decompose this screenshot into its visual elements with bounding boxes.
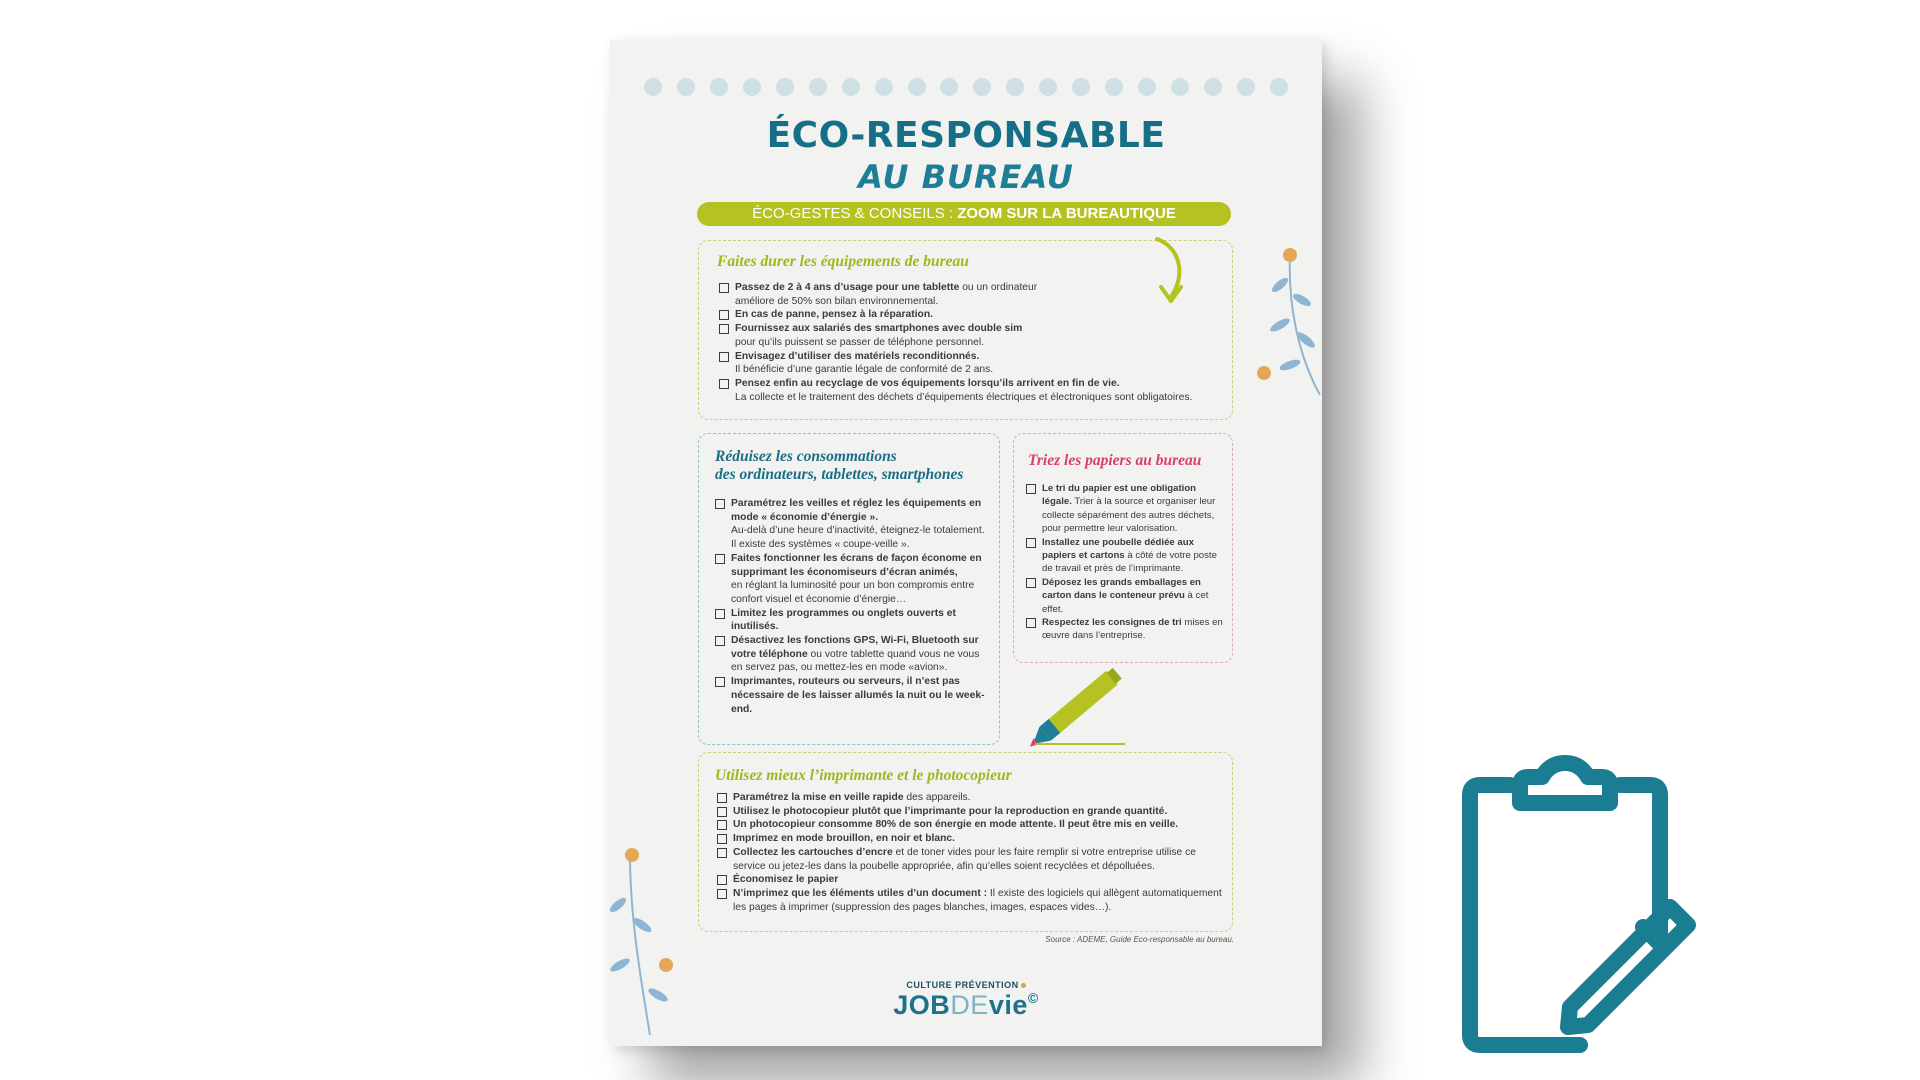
checklist-item (717, 873, 1222, 887)
checkbox-icon (719, 379, 729, 389)
checkbox-icon (1026, 538, 1036, 548)
item-text: des appareils. (903, 792, 971, 803)
item-text: et de toner vides pour les faire remplir si votre entreprise utilise ce service ou jetez-les dans la poubelle appropriée, afin qu’elles soient recyclées et dépolluées. (733, 846, 1196, 872)
section-title: Triez les papiers au bureau (1028, 452, 1202, 469)
banner-prefix: ÉCO-GESTES & CONSEILS : (752, 205, 958, 222)
checkbox-icon (715, 636, 725, 646)
logo-de: DE (950, 990, 989, 1020)
page-subtitle: AU BUREAU (858, 158, 1074, 196)
item-bold-text: Collectez les cartouches d’encre (733, 846, 893, 858)
item-bold-text: Paramétrez les veilles et réglez les équipements en mode « économie d’énergie ». (731, 498, 982, 523)
checklist-item (1026, 616, 1226, 643)
checkbox-icon (717, 875, 727, 885)
logo-copyright: © (1027, 990, 1039, 1006)
item-bold-text: Déposez les grands emballages en carton dans le conteneur prévu (1042, 576, 1201, 602)
section-title: Utilisez mieux l’imprimante et le photocopieur (715, 767, 1012, 784)
checklist-item (719, 281, 1219, 308)
item-bold-text: Fournissez aux salariés des smartphones avec double sim (735, 323, 1023, 335)
logo-tagline-text: CULTURE PRÉVENTION (906, 980, 1019, 990)
clipboard-edit-icon (1450, 755, 1720, 1055)
checklist-item (719, 322, 1219, 349)
checklist-item (717, 805, 1222, 819)
branch-decoration-icon (610, 845, 690, 1045)
item-bold-text: Désactivez les fonctions GPS, Wi-Fi, Bluetooth sur votre téléphone (731, 635, 979, 660)
brand-logo (610, 990, 1322, 1021)
checklist-item (1026, 482, 1226, 536)
checklist-item (715, 634, 985, 675)
item-bold-text: Envisagez d’utiliser des matériels reconditionnés. (735, 350, 980, 362)
section-imprimante (698, 752, 1233, 932)
item-text: ou un ordinateur (959, 282, 1038, 293)
checkbox-icon (717, 834, 727, 844)
item-text: à côté de votre poste de travail et près de l’imprimante. (1042, 550, 1217, 575)
checklist-item (1026, 536, 1226, 576)
checklist-item (717, 818, 1222, 832)
section-papiers (1013, 433, 1233, 663)
checklist-item (719, 377, 1219, 404)
logo-tagline (610, 980, 1322, 990)
document-page (610, 40, 1322, 1046)
item-bold-text: Imprimez en mode brouillon, en noir et blanc. (733, 833, 955, 845)
item-subtext: Au-delà d’une heure d’inactivité, éteignez-le totalement. Il existe des systèmes « coupe-veille ». (731, 525, 985, 551)
checkbox-icon (717, 793, 727, 803)
item-subtext: en réglant la luminosité pour un bon compromis entre confort visuel et économie d’énergie… (731, 580, 975, 605)
checkbox-icon (719, 352, 729, 362)
checkbox-icon (719, 324, 729, 334)
topic-banner (697, 202, 1231, 226)
page-title: ÉCO-RESPONSABLE (766, 115, 1166, 156)
checkbox-icon (715, 554, 725, 564)
logo-job: JOB (893, 990, 951, 1020)
checklist-item (717, 832, 1222, 846)
item-subtext: La collecte et le traitement des déchets d’équipements électriques et électroniques sont obligatoires. (735, 391, 1193, 403)
checklist (717, 791, 1222, 914)
checkbox-icon (1026, 578, 1036, 588)
checklist (1026, 482, 1226, 643)
checkbox-icon (715, 499, 725, 509)
pen-icon (1015, 660, 1155, 750)
item-bold-text: Utilisez le photocopieur plutôt que l’imprimante pour la reproduction en grande quantité. (733, 805, 1168, 817)
item-subtext: Il bénéficie d’une garantie légale de conformité de 2 ans. (735, 364, 994, 376)
section-title-line1: Réduisez les consommations (715, 448, 897, 465)
section-title: Faites durer les équipements de bureau (717, 253, 969, 270)
checklist-item (717, 791, 1222, 805)
section-title-line2: des ordinateurs, tablettes, smartphones (715, 466, 964, 483)
checklist-item (717, 846, 1222, 873)
checklist-item (719, 308, 1219, 322)
item-text: ou votre tablette quand vous ne vous en servez pas, ou mettez-les en mode «avion». (731, 648, 980, 674)
item-subtext: pour qu’ils puissent se passer de téléphone personnel. (735, 336, 985, 348)
item-bold-text: Installez une poubelle dédiée aux papiers et cartons (1042, 536, 1194, 562)
logo-vie: vie (988, 990, 1028, 1020)
checkbox-icon (719, 283, 729, 293)
checklist-item (1026, 576, 1226, 616)
item-bold-text: Pensez enfin au recyclage de vos équipements lorsqu’ils arrivent en fin de vie. (735, 377, 1120, 389)
checklist-item (715, 675, 985, 716)
checkbox-icon (717, 807, 727, 817)
item-bold-text: Un photocopieur consomme 80% de son énergie en mode attente. Il peut être mis en veille. (733, 819, 1179, 831)
branch-decoration-icon (1250, 245, 1330, 405)
checklist (715, 497, 985, 716)
source-note: Source : ADEME, Guide Eco-responsable au bureau. (1045, 935, 1234, 944)
checkbox-icon (717, 848, 727, 858)
section-equipements (698, 240, 1233, 420)
item-bold-text: Paramétrez la mise en veille rapide (733, 792, 904, 803)
binding-holes (644, 78, 1288, 96)
item-subtext: améliore de 50% son bilan environnemental. (735, 295, 939, 307)
checklist-item (717, 887, 1222, 914)
checklist (719, 281, 1219, 404)
checkbox-icon (717, 889, 727, 899)
item-bold-text: Économisez le papier (733, 874, 839, 886)
checkbox-icon (719, 310, 729, 320)
checkbox-icon (1026, 618, 1036, 628)
item-bold-text: En cas de panne, pensez à la réparation. (735, 309, 933, 321)
checklist-item (715, 552, 985, 607)
checkbox-icon (1026, 484, 1036, 494)
item-text: Trier à la source et organiser leur collecte séparément des autres déchets, pour permettre leur valorisation. (1042, 496, 1216, 535)
item-text: à cet effet. (1042, 590, 1209, 615)
checkbox-icon (715, 677, 725, 687)
checklist-item (715, 497, 985, 552)
item-text: Il existe des logiciels qui allègent automatiquement les pages à imprimer (suppression des pages blanches, images, espaces vides…). (733, 887, 1222, 913)
item-bold-text: Limitez les programmes ou onglets ouverts et inutilisés. (731, 607, 956, 633)
section-title (715, 448, 963, 484)
item-bold-text: Faites fonctionner les écrans de façon économe en supprimant les économiseurs d’écran animés, (731, 552, 982, 578)
checkbox-icon (717, 820, 727, 830)
checkbox-icon (715, 609, 725, 619)
checklist-item (719, 350, 1219, 377)
item-bold-text: N’imprimez que les éléments utiles d’un document : (733, 887, 988, 899)
item-text: mises en œuvre dans l’entreprise. (1042, 617, 1223, 642)
banner-bold: ZOOM SUR LA BUREAUTIQUE (957, 205, 1176, 222)
item-bold-text: Respectez les consignes de tri (1042, 617, 1182, 629)
checklist-item (715, 607, 985, 634)
item-bold-text: Imprimantes, routeurs ou serveurs, il n’est pas nécessaire de les laisser allumés la nuit ou le week-end. (731, 676, 985, 715)
item-bold-text: Le tri du papier est une obligation légale. (1042, 483, 1197, 508)
item-bold-text: Passez de 2 à 4 ans d’usage pour une tablette (735, 282, 960, 293)
section-consommations (698, 433, 1000, 745)
